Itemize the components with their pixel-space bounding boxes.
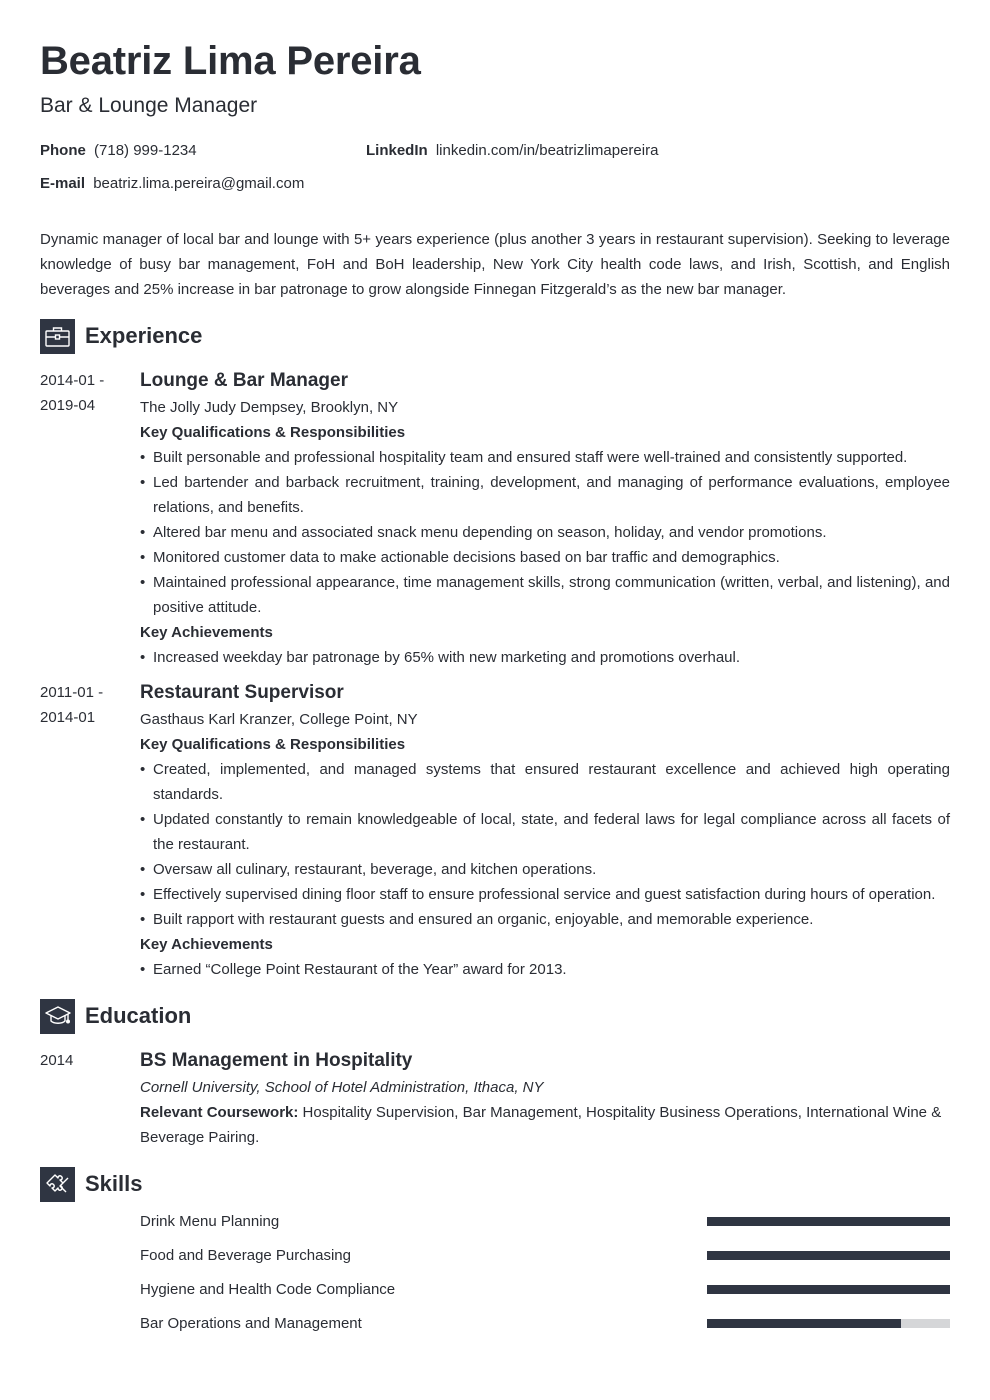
achievements-list bbox=[140, 645, 950, 670]
job-body bbox=[140, 368, 950, 670]
skills-title: Skills bbox=[85, 1171, 143, 1196]
list-item: • Built rapport with restaurant guests and ensured an organic, enjoyable, and memorable experience. bbox=[140, 907, 950, 932]
job-body bbox=[140, 680, 950, 982]
skills-list bbox=[40, 1212, 950, 1348]
job-date-start: 2014-01 - bbox=[40, 372, 105, 389]
skill-name: Hygiene and Health Code Compliance bbox=[140, 1281, 396, 1298]
job-dates bbox=[40, 368, 140, 670]
candidate-name: Beatriz Lima Pereira bbox=[40, 39, 421, 83]
achievements-heading: Key Achievements bbox=[140, 936, 273, 953]
skill-name: Drink Menu Planning bbox=[140, 1213, 280, 1230]
list-item: • Monitored customer data to make actionable decisions based on bar traffic and demographics. bbox=[140, 545, 950, 570]
list-item: • Altered bar menu and associated snack menu depending on season, holiday, and vendor promotions. bbox=[140, 520, 950, 545]
contact-linkedin bbox=[366, 141, 658, 161]
list-item: • Effectively supervised dining floor staff to ensure professional service and guest satisfaction during hours of operation. bbox=[140, 882, 950, 907]
skill-level-bar bbox=[707, 1285, 950, 1294]
skill-row bbox=[40, 1246, 950, 1280]
job-date-end: 2014-01 bbox=[40, 709, 96, 726]
experience-section-header bbox=[40, 318, 950, 354]
email-link[interactable]: beatriz.lima.pereira@gmail.com bbox=[93, 175, 305, 192]
candidate-role: Bar & Lounge Manager bbox=[40, 94, 258, 117]
skills-section-header bbox=[40, 1166, 950, 1202]
achievements-heading: Key Achievements bbox=[140, 624, 273, 641]
list-item: • Earned “College Point Restaurant of the Year” award for 2013. bbox=[140, 957, 950, 982]
responsibilities-heading: Key Qualifications & Responsibilities bbox=[140, 736, 406, 753]
job-entry bbox=[40, 368, 950, 670]
phone-label: Phone bbox=[40, 142, 86, 159]
puzzle-piece-icon bbox=[40, 1167, 75, 1202]
achievements-list bbox=[140, 957, 950, 982]
coursework bbox=[140, 1100, 950, 1150]
degree-title: BS Management in Hospitality bbox=[140, 1050, 413, 1071]
list-item: • Created, implemented, and managed systems that ensured restaurant excellence and achieved high operating standards. bbox=[140, 757, 950, 807]
school-name: Cornell University, School of Hotel Administration, Ithaca, NY bbox=[140, 1079, 544, 1096]
job-title: Restaurant Supervisor bbox=[140, 682, 344, 703]
list-item: • Maintained professional appearance, time management skills, strong communication (written, verbal, and listening), and positive attitude. bbox=[140, 570, 950, 620]
skill-row bbox=[40, 1280, 950, 1314]
job-title: Lounge & Bar Manager bbox=[140, 370, 348, 391]
list-item: • Increased weekday bar patronage by 65% with new marketing and promotions overhaul. bbox=[140, 645, 950, 670]
responsibilities-list bbox=[140, 757, 950, 932]
job-date-start: 2011-01 - bbox=[40, 684, 104, 701]
phone-value[interactable]: (718) 999-1234 bbox=[94, 142, 197, 159]
list-item: • Oversaw all culinary, restaurant, beverage, and kitchen operations. bbox=[140, 857, 950, 882]
skill-level-bar bbox=[707, 1251, 950, 1260]
list-item: • Updated constantly to remain knowledgeable of local, state, and federal laws for legal compliance across all facets of the restaurant. bbox=[140, 807, 950, 857]
education-title: Education bbox=[85, 1003, 192, 1028]
job-date-end: 2019-04 bbox=[40, 397, 96, 414]
linkedin-label: LinkedIn bbox=[366, 142, 428, 159]
skill-row bbox=[40, 1314, 950, 1348]
email-label: E-mail bbox=[40, 175, 86, 192]
job-company: Gasthaus Karl Kranzer, College Point, NY bbox=[140, 711, 418, 728]
contact-phone bbox=[40, 141, 197, 161]
education-entry bbox=[40, 1048, 950, 1150]
experience-title: Experience bbox=[85, 323, 203, 348]
responsibilities-list bbox=[140, 445, 950, 620]
skill-level-fill bbox=[707, 1251, 950, 1260]
education-body bbox=[140, 1048, 950, 1150]
job-entry bbox=[40, 680, 950, 982]
coursework-label: Relevant Coursework: bbox=[140, 1104, 299, 1121]
briefcase-icon bbox=[40, 319, 75, 354]
skill-level-bar bbox=[707, 1217, 950, 1226]
skill-level-fill bbox=[707, 1217, 950, 1226]
skill-level-bar bbox=[707, 1319, 950, 1328]
responsibilities-heading: Key Qualifications & Responsibilities bbox=[140, 424, 406, 441]
education-section-header bbox=[40, 998, 950, 1034]
job-company: The Jolly Judy Dempsey, Brooklyn, NY bbox=[140, 399, 399, 416]
skill-name: Bar Operations and Management bbox=[140, 1315, 362, 1332]
job-dates bbox=[40, 680, 140, 982]
coursework-text: Hospitality Supervision, Bar Management, Hospitality Business Operations, International Wine & Beverage Pairing. bbox=[140, 1104, 942, 1146]
linkedin-link[interactable]: linkedin.com/in/beatrizlimapereira bbox=[435, 142, 659, 159]
contact-email bbox=[40, 174, 304, 194]
profile-summary: Dynamic manager of local bar and lounge with 5+ years experience (plus another 3 years in restaurant supervision). Seeking to leverage knowledge of busy bar management, FoH and BoH leadership, New York City health code laws, and Irish, Scottish, and English beverages and 25% increase in bar patronage to grow alongside Finnegan Fitzgerald’s as the new bar manager. bbox=[40, 231, 950, 298]
resume-page bbox=[40, 38, 950, 1348]
skill-level-fill bbox=[707, 1319, 901, 1328]
graduation-cap-icon bbox=[40, 999, 75, 1034]
skill-row bbox=[40, 1212, 950, 1246]
skill-name: Food and Beverage Purchasing bbox=[140, 1247, 351, 1264]
education-year: 2014 bbox=[40, 1052, 74, 1069]
list-item: • Built personable and professional hospitality team and ensured staff were well-trained and consistently supported. bbox=[140, 445, 950, 470]
list-item: • Led bartender and barback recruitment, training, development, and managing of performance evaluations, employee relations, and benefits. bbox=[140, 470, 950, 520]
skill-level-fill bbox=[707, 1285, 950, 1294]
contact-block bbox=[40, 141, 950, 213]
